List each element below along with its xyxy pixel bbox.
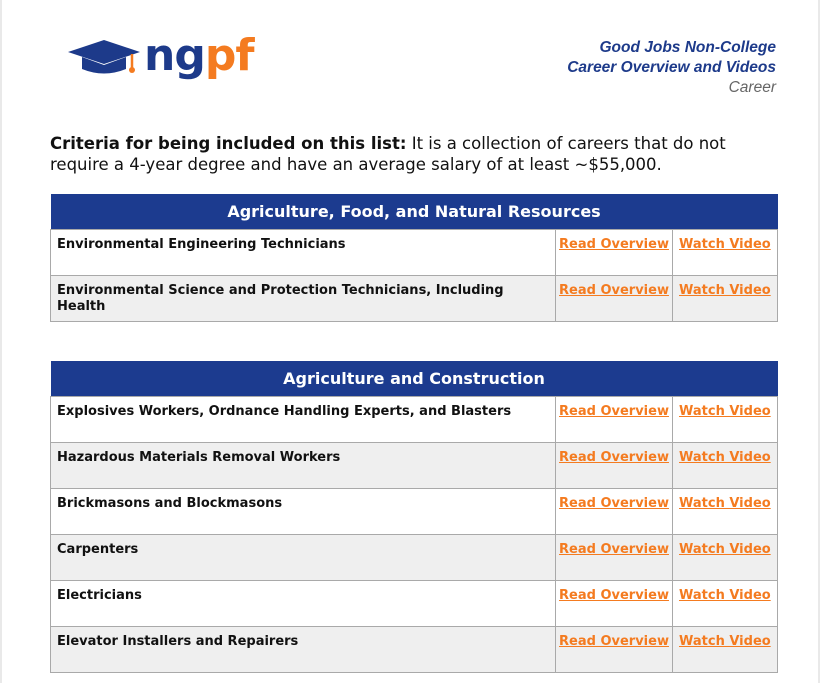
table-row [51,230,778,276]
document-page [2,0,818,683]
career-name: Explosives Workers, Ordnance Handling Experts, and Blasters [51,397,556,443]
header-category: Career [728,79,776,96]
table-row [51,443,778,489]
criteria-paragraph [50,133,770,175]
watch-video-link[interactable]: Watch Video [679,404,771,419]
career-name: Electricians [51,581,556,627]
read-overview-link[interactable]: Read Overview [559,496,669,511]
read-overview-link[interactable]: Read Overview [559,542,669,557]
ngpf-logo [68,30,258,86]
section-title: Agriculture, Food, and Natural Resources [51,194,778,230]
table-row [51,397,778,443]
career-name: Environmental Engineering Technicians [51,230,556,276]
watch-video-link[interactable]: Watch Video [679,450,771,465]
table-row [51,489,778,535]
header-title-line1: Good Jobs Non-College [599,39,776,56]
logo-text-ng: ng [144,30,205,81]
watch-video-link[interactable]: Watch Video [679,542,771,557]
criteria-text: It is a collection of careers that do not require a 4-year degree and have an average salary of at least ~$55,000. [50,134,726,174]
watch-video-link[interactable]: Watch Video [679,634,771,649]
criteria-lead: Criteria for being included on this list: [50,134,407,153]
table-row [51,581,778,627]
read-overview-link[interactable]: Read Overview [559,404,669,419]
watch-video-link[interactable]: Watch Video [679,496,771,511]
read-overview-link[interactable]: Read Overview [559,450,669,465]
section-table [50,194,778,322]
section-table [50,361,778,673]
watch-video-link[interactable]: Watch Video [679,588,771,603]
table-row [51,276,778,322]
career-name: Environmental Science and Protection Technicians, Including Health [51,276,556,322]
read-overview-link[interactable]: Read Overview [559,634,669,649]
read-overview-link[interactable]: Read Overview [559,283,669,298]
logo-text-pf: pf [204,30,254,81]
document-header [567,38,776,98]
table-row [51,627,778,673]
watch-video-link[interactable]: Watch Video [679,237,771,252]
read-overview-link[interactable]: Read Overview [559,588,669,603]
watch-video-link[interactable]: Watch Video [679,283,771,298]
career-name: Carpenters [51,535,556,581]
career-name: Hazardous Materials Removal Workers [51,443,556,489]
career-name: Elevator Installers and Repairers [51,627,556,673]
section-title: Agriculture and Construction [51,361,778,397]
graduation-cap-icon [68,38,140,78]
table-row [51,535,778,581]
career-name: Brickmasons and Blockmasons [51,489,556,535]
read-overview-link[interactable]: Read Overview [559,237,669,252]
header-title-line2: Career Overview and Videos [567,59,776,76]
